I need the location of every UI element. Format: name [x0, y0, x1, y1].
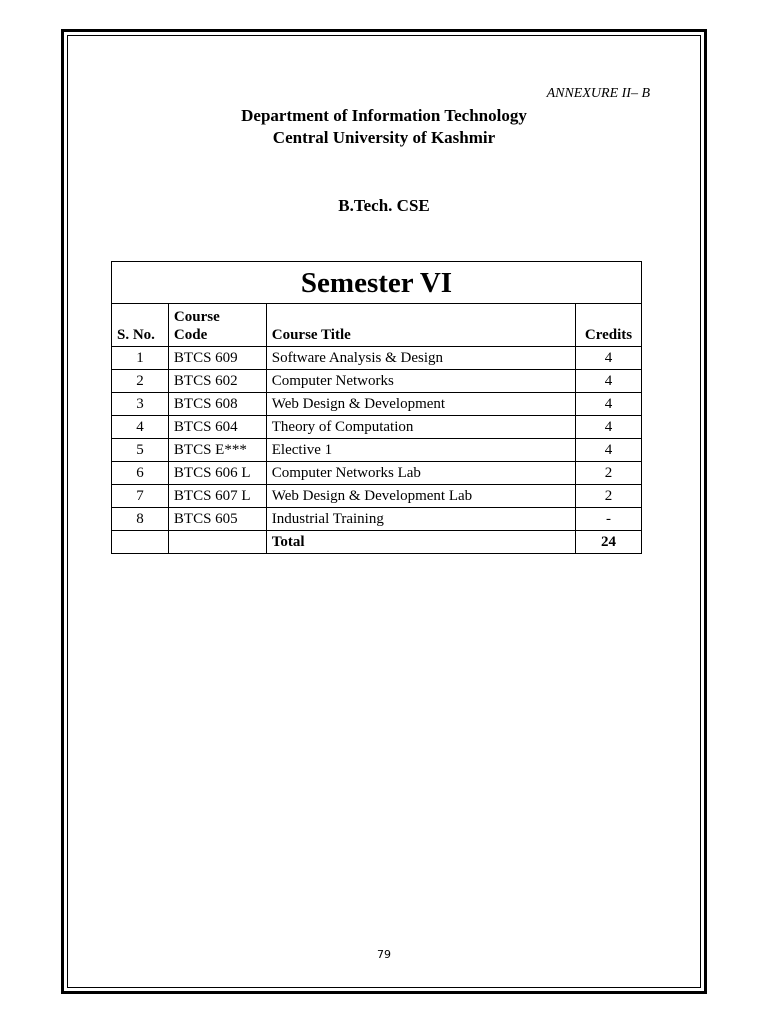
- table-row: [112, 508, 642, 531]
- row-course-code: BTCS 607 L: [168, 485, 266, 508]
- row-course-code: BTCS 604: [168, 416, 266, 439]
- row-course-code: BTCS 606 L: [168, 462, 266, 485]
- row-sno: 8: [112, 508, 169, 531]
- row-sno: 1: [112, 347, 169, 370]
- row-sno: 5: [112, 439, 169, 462]
- table-row: [112, 393, 642, 416]
- row-sno: 2: [112, 370, 169, 393]
- table-row: [112, 347, 642, 370]
- header-course-title: Course Title: [266, 304, 575, 347]
- row-course-code: BTCS 602: [168, 370, 266, 393]
- row-course-title: Industrial Training: [266, 508, 575, 531]
- university-name: Central University of Kashmir: [272, 128, 496, 147]
- annexure-label: ANNEXURE II– B: [546, 86, 650, 101]
- row-course-code: BTCS 605: [168, 508, 266, 531]
- row-credits: 4: [576, 439, 642, 462]
- table-header-row: [112, 304, 642, 347]
- row-course-title: Computer Networks: [266, 370, 575, 393]
- row-course-code: BTCS E***: [168, 439, 266, 462]
- row-course-title: Computer Networks Lab: [266, 462, 575, 485]
- row-course-title: Web Design & Development Lab: [266, 485, 575, 508]
- header-course-code-line2: Code: [173, 327, 208, 343]
- table-row: [112, 416, 642, 439]
- row-sno: 4: [112, 416, 169, 439]
- header-block: [0, 105, 768, 149]
- header-credits: Credits: [576, 304, 642, 347]
- row-credits: 2: [576, 485, 642, 508]
- row-course-title: Theory of Computation: [266, 416, 575, 439]
- course-rows: [112, 347, 642, 531]
- header-sno: S. No.: [112, 304, 169, 347]
- row-course-code: BTCS 609: [168, 347, 266, 370]
- total-row: [112, 531, 642, 554]
- semester-title: Semester VI: [112, 262, 642, 304]
- row-sno: 6: [112, 462, 169, 485]
- total-empty-cell: [168, 531, 266, 554]
- row-credits: 4: [576, 347, 642, 370]
- row-course-title: Web Design & Development: [266, 393, 575, 416]
- row-sno: 3: [112, 393, 169, 416]
- table-row: [112, 485, 642, 508]
- row-credits: 4: [576, 416, 642, 439]
- header-course-code-line1: Course: [173, 309, 220, 325]
- row-credits: 4: [576, 393, 642, 416]
- department-name: Department of Information Technology: [241, 106, 527, 125]
- total-credits: 24: [576, 531, 642, 554]
- row-course-code: BTCS 608: [168, 393, 266, 416]
- table-row: [112, 370, 642, 393]
- row-credits: 4: [576, 370, 642, 393]
- total-empty-cell: [112, 531, 169, 554]
- row-course-title: Elective 1: [266, 439, 575, 462]
- course-table: [111, 261, 642, 554]
- header-course-code: [168, 304, 266, 347]
- row-course-title: Software Analysis & Design: [266, 347, 575, 370]
- row-sno: 7: [112, 485, 169, 508]
- row-credits: 2: [576, 462, 642, 485]
- total-label: Total: [266, 531, 575, 554]
- table-row: [112, 462, 642, 485]
- table-row: [112, 439, 642, 462]
- page-number: 79: [377, 948, 391, 961]
- row-credits: -: [576, 508, 642, 531]
- program-title: B.Tech. CSE: [338, 196, 430, 215]
